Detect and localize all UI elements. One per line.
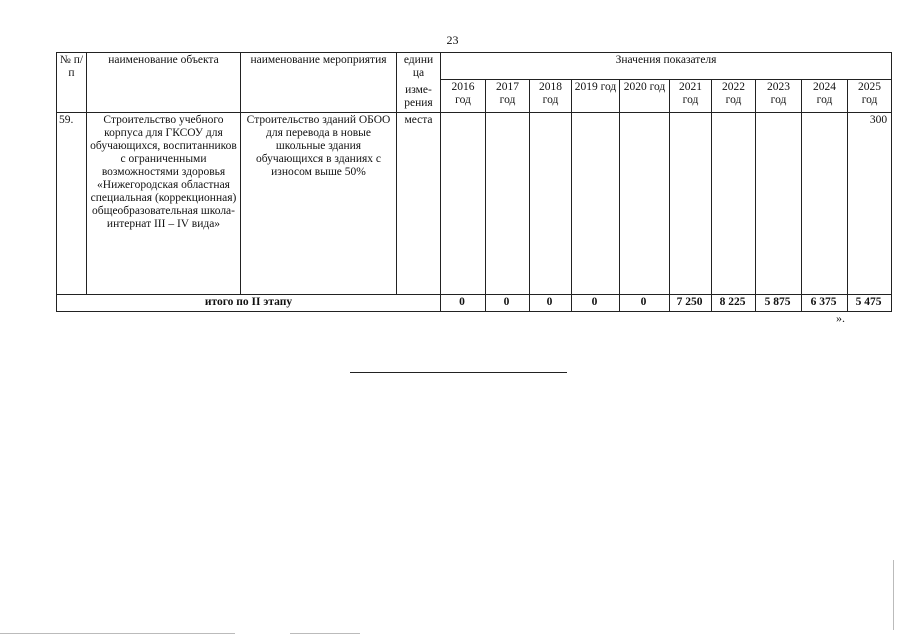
row-num: 59. [57,113,87,295]
total-value: 6 375 [802,295,848,312]
header-year: 2020 год [620,80,670,113]
total-value: 0 [441,295,486,312]
scan-mark [0,633,235,634]
row-measure: Строительство зданий ОБОО для перевода в новые школьные здания обучающихся в зданиях с износом выше 50% [241,113,397,295]
header-year: 2016 год [441,80,486,113]
row-value [712,113,756,295]
header-year: 2021 год [670,80,712,113]
total-label: итого по II этапу [57,295,441,312]
total-value: 0 [572,295,620,312]
separator-line [350,372,567,373]
scan-mark [290,633,360,634]
total-value: 5 875 [756,295,802,312]
row-unit: места [397,113,441,295]
table-row [57,113,892,295]
header-measure: наименование мероприятия [241,53,397,113]
header-year: 2025 год [848,80,892,113]
header-unit-top: едини ца [403,54,434,79]
scan-mark [893,560,894,630]
row-value [802,113,848,295]
row-value [441,113,486,295]
row-value [530,113,572,295]
header-year: 2024 год [802,80,848,113]
row-value [486,113,530,295]
row-object: Строительство учебного корпуса для ГКСОУ для обучающихся, воспитанников с ограниченными возможностями здоровья «Нижегородская областная специальная (коррекционная) общеобразовательная школа-интернат III – IV вида» [87,113,241,295]
total-value: 0 [530,295,572,312]
row-value: 300 [848,113,892,295]
row-value [670,113,712,295]
indicator-table [56,52,892,312]
total-value: 7 250 [670,295,712,312]
total-value: 8 225 [712,295,756,312]
header-year: 2022 год [712,80,756,113]
header-object: наименование объекта [87,53,241,113]
header-year: 2023 год [756,80,802,113]
header-year: 2018 год [530,80,572,113]
page-number: 23 [446,33,459,47]
closing-quote: ». [836,311,845,325]
header-year: 2017 год [486,80,530,113]
total-value: 5 475 [848,295,892,312]
total-row [57,295,892,312]
total-value: 0 [486,295,530,312]
total-value: 0 [620,295,670,312]
header-values: Значения показателя [441,53,892,80]
row-value [572,113,620,295]
header-year: 2019 год [572,80,620,113]
row-value [620,113,670,295]
header-unit [397,53,441,113]
header-num: № п/п [57,53,87,113]
header-unit-bottom: изме-рения [404,84,433,109]
row-value [756,113,802,295]
